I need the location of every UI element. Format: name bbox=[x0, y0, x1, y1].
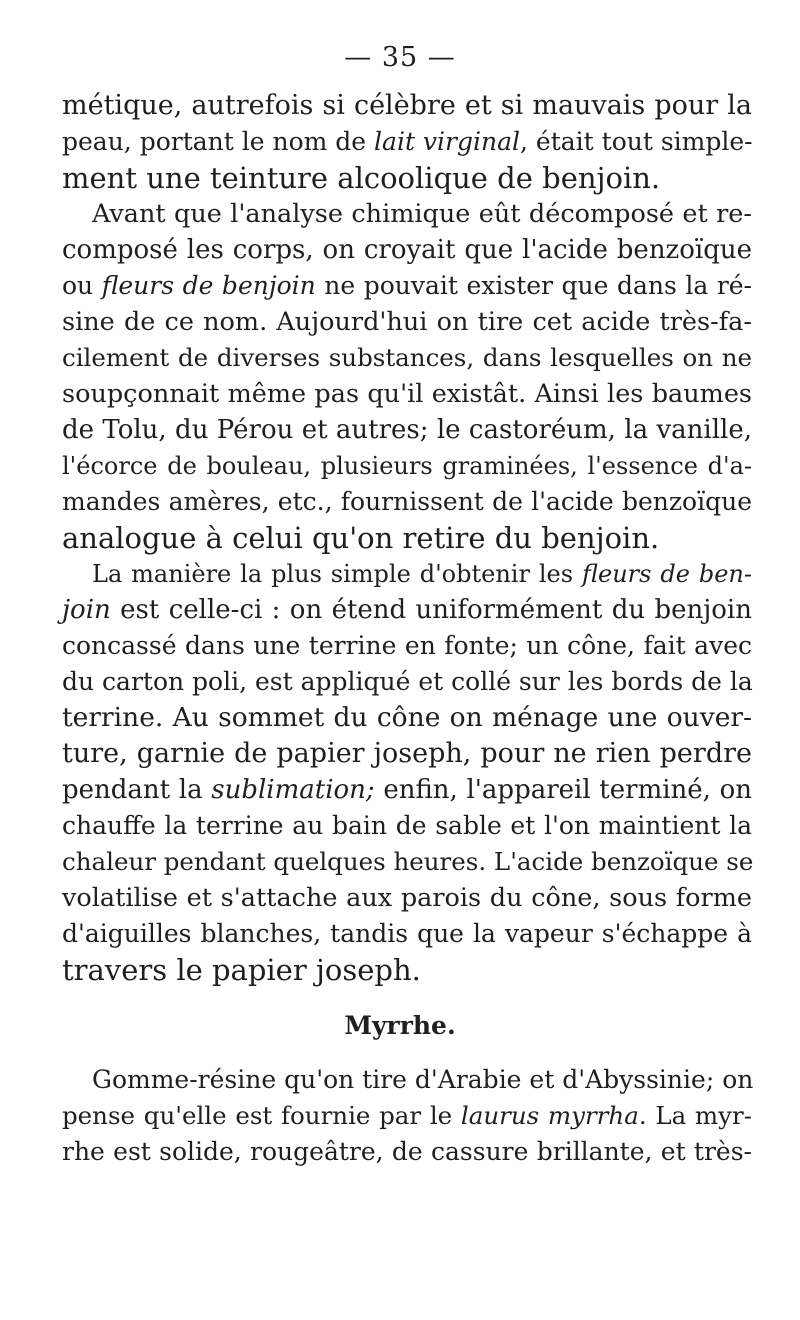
italic-term: lait virginal bbox=[374, 127, 521, 156]
page-number: — 35 — bbox=[344, 42, 456, 73]
text-line: composé les corps, on croyait que l'acide benzoïque bbox=[62, 235, 752, 265]
italic-term: fleurs de benjoin bbox=[101, 271, 316, 300]
italic-term: fleurs de ben- bbox=[582, 560, 753, 588]
text-line: métique, autrefois si célèbre et si mauvais pour la bbox=[62, 90, 752, 121]
italic-term: laurus myrrha bbox=[460, 1101, 639, 1130]
text-line: travers le papier joseph. bbox=[62, 953, 421, 987]
text-line: ou fleurs de benjoin ne pouvait exister que dans la ré- bbox=[62, 271, 753, 300]
text-line: rhe est solide, rougeâtre, de cassure brillante, et très- bbox=[62, 1137, 752, 1166]
text-line: soupçonnait même pas qu'il existât. Ainsi les baumes bbox=[62, 379, 752, 409]
text-line: peau, portant le nom de lait virginal, était tout simple- bbox=[62, 127, 753, 156]
text-line: concassé dans une terrine en fonte; un cône, fait avec bbox=[62, 631, 752, 660]
text-line: l'écorce de bouleau, plusieurs graminées, l'essence d'a- bbox=[62, 452, 752, 480]
text-line: pense qu'elle est fournie par le laurus myrrha. La myr- bbox=[62, 1101, 752, 1130]
text-line: du carton poli, est appliqué et collé sur les bords de la bbox=[62, 667, 753, 696]
text-line: ment une teinture alcoolique de benjoin. bbox=[62, 161, 661, 195]
italic-term: join bbox=[62, 595, 111, 625]
text-line: analogue à celui qu'on retire du benjoin. bbox=[62, 521, 660, 555]
text-line: Avant que l'analyse chimique eût décomposé et re- bbox=[92, 199, 752, 229]
italic-term: sublimation; bbox=[211, 775, 375, 805]
text-line: La manière la plus simple d'obtenir les fleurs de ben- bbox=[92, 560, 753, 588]
text-line: cilement de diverses substances, dans lesquelles on ne bbox=[62, 343, 752, 372]
text-line: chauffe la terrine au bain de sable et l'on maintient la bbox=[62, 811, 752, 840]
text-line: Gomme-résine qu'on tire d'Arabie et d'Abyssinie; on bbox=[92, 1065, 754, 1094]
text-line: volatilise et s'attache aux parois du cône, sous forme bbox=[62, 883, 752, 913]
text-line: join est celle-ci : on étend uniformément du benjoin bbox=[62, 595, 752, 625]
text-line: ture, garnie de papier joseph, pour ne rien perdre bbox=[62, 738, 752, 769]
text-line: pendant la sublimation; enfin, l'appareil terminé, on bbox=[62, 775, 752, 805]
section-heading: Myrrhe. bbox=[344, 1011, 456, 1040]
text-line: mandes amères, etc., fournissent de l'acide benzoïque bbox=[62, 487, 752, 516]
text-line: chaleur pendant quelques heures. L'acide benzoïque se bbox=[62, 847, 754, 876]
text-line: sine de ce nom. Aujourd'hui on tire cet acide très-fa- bbox=[62, 307, 752, 337]
text-line: d'aiguilles blanches, tandis que la vapeur s'échappe à bbox=[62, 919, 752, 948]
text-line: de Tolu, du Pérou et autres; le castoréum, la vanille, bbox=[62, 415, 752, 445]
text-line: terrine. Au sommet du cône on ménage une ouver- bbox=[62, 702, 752, 733]
